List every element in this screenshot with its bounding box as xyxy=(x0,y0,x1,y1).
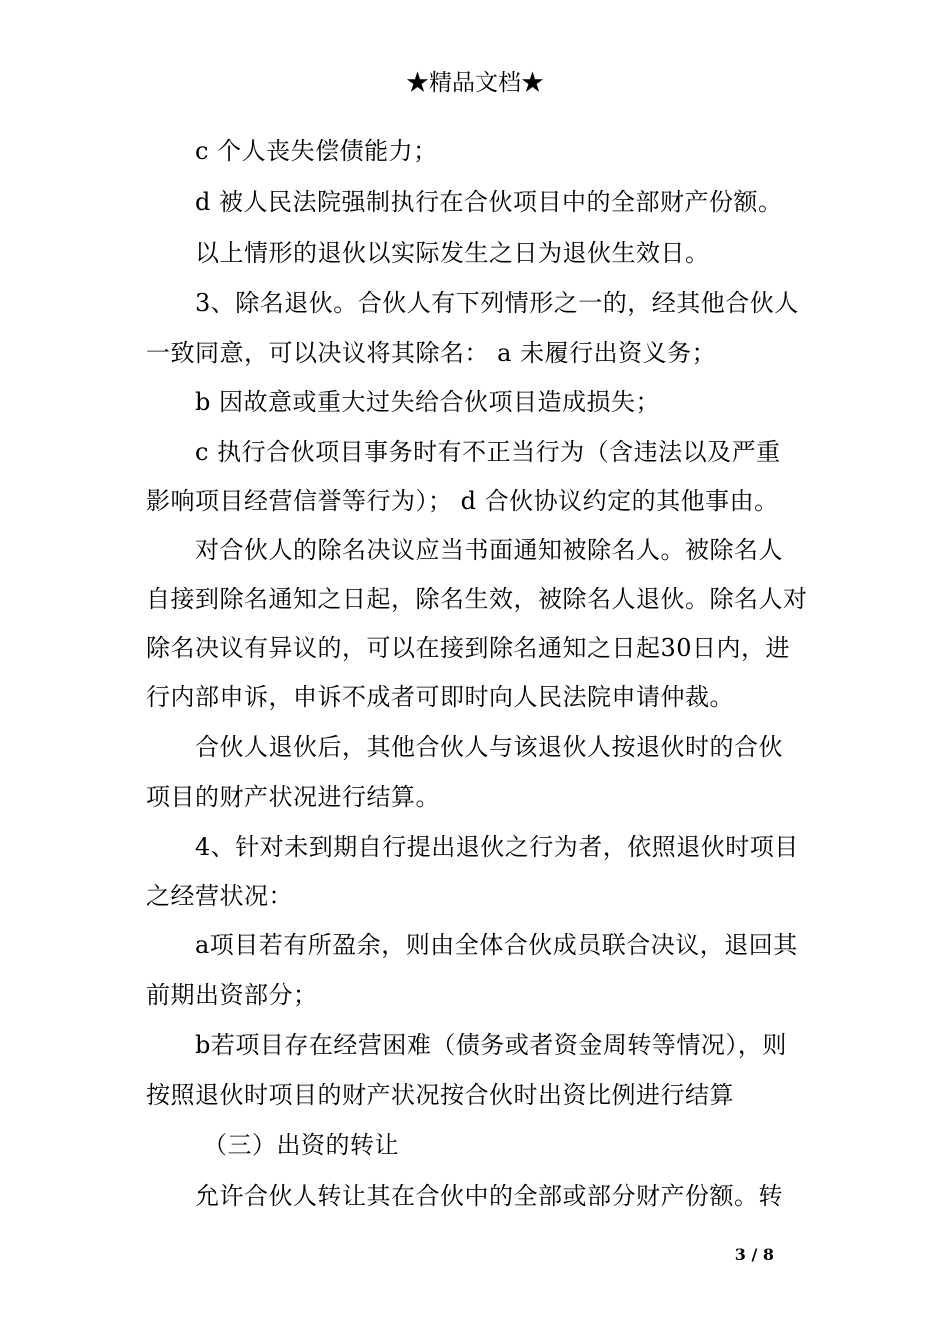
text-line: b 因故意或重大过失给合伙项目造成损失； xyxy=(195,388,660,416)
page-number: 3 / 8 xyxy=(734,1245,774,1264)
text-line: 自接到除名通知之日起，除名生效，被除名人退伙。除名人对 xyxy=(146,585,808,613)
text-line: 允许合伙人转让其在合伙中的全部或部分财产份额。转 xyxy=(195,1182,783,1210)
text-line: 项目的财产状况进行结算。 xyxy=(146,783,440,811)
text-line: 一致同意，可以决议将其除名： a 未履行出资义务； xyxy=(146,339,717,367)
page-header: ★精品文档★ xyxy=(406,70,544,96)
text-line: c 个人丧失偿债能力； xyxy=(195,137,438,165)
text-line: 影响项目经营信誉等行为）； d 合伙协议约定的其他事由。 xyxy=(146,487,779,515)
text-line: d 被人民法院强制执行在合伙项目中的全部财产份额。 xyxy=(195,188,783,216)
text-line: c 执行合伙项目事务时有不正当行为（含违法以及严重 xyxy=(195,438,781,466)
text-line: 3、除名退伙。合伙人有下列情形之一的，经其他合伙人 xyxy=(195,289,799,317)
text-line: a项目若有所盈余，则由全体合伙成员联合决议，退回其 xyxy=(195,931,798,959)
text-line: 前期出资部分； xyxy=(146,981,318,1009)
text-line: b若项目存在经营困难（债务或者资金周转等情况），则 xyxy=(195,1031,787,1059)
text-line: 行内部申诉，申诉不成者可即时向人民法院申请仲裁。 xyxy=(146,683,734,711)
text-line: 之经营状况： xyxy=(146,882,293,910)
text-line: 对合伙人的除名决议应当书面通知被除名人。被除名人 xyxy=(195,536,783,564)
text-line: 以上情形的退伙以实际发生之日为退伙生效日。 xyxy=(195,239,710,267)
section-heading: （三）出资的转让 xyxy=(203,1131,399,1159)
text-line: 除名决议有异议的，可以在接到除名通知之日起30日内，进 xyxy=(146,634,791,662)
text-line: 合伙人退伙后，其他合伙人与该退伙人按退伙时的合伙 xyxy=(195,733,783,761)
text-line: 按照退伙时项目的财产状况按合伙时出资比例进行结算 xyxy=(146,1081,734,1109)
text-line: 4、针对未到期自行提出退伙之行为者，依照退伙时项目 xyxy=(195,833,799,861)
